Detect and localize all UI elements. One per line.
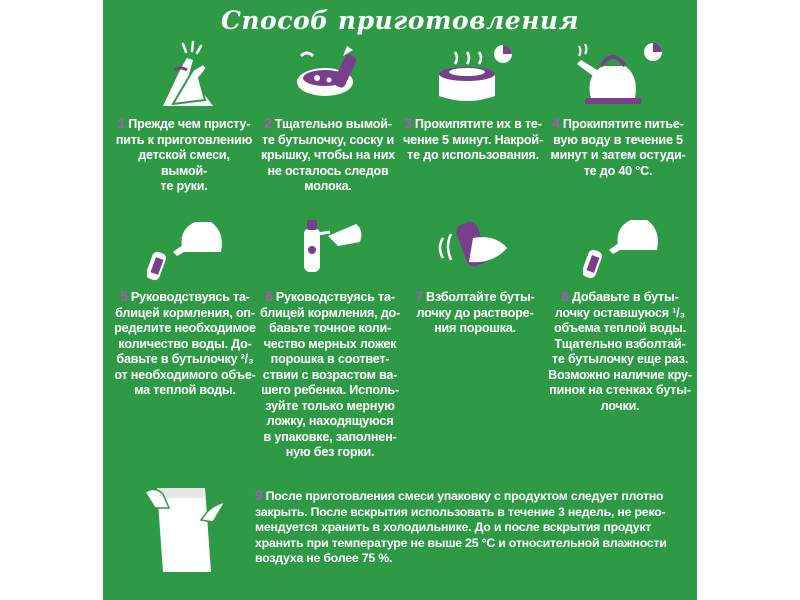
shaking-bottle-icon xyxy=(433,218,513,274)
step-6 xyxy=(257,289,403,461)
step-text: Руководствуясь та- блицей кормления, до- бавьте точное коли- чество мерных ложек порошка в соответ- ствии с возрастом ва- шего ребенка. Исполь- зуйте только мерную ложку, находящуюся в упаковке, заполнен- ную без горки. xyxy=(259,290,401,459)
step-number: 2 xyxy=(264,115,272,131)
package-closing-icon xyxy=(141,482,231,574)
step-number: 7 xyxy=(415,288,424,304)
bottle-washing-icon xyxy=(293,42,373,110)
hand-washing-icon xyxy=(153,40,223,112)
step-text: Добавьте в буты- лочку оставшуюся ¹/₃ объема теплой воды. Тщательно взболтай- те бутылочку еще раз. Возможно наличие кру- пинок на стенках буты- лочки. xyxy=(548,290,692,413)
step-text: Тщательно вымой- те бутылочку, соску и крышку, чтобы на них не осталось следов молока. xyxy=(260,117,396,193)
kettle-icon xyxy=(573,42,663,108)
step-text: Прокипятите их в те- чение 5 минут. Накрой- те до использования. xyxy=(403,117,543,162)
page-title: Способ приготовления xyxy=(220,6,580,35)
step-number: 5 xyxy=(120,288,128,304)
step-number: 3 xyxy=(404,115,412,131)
step-text: Взболтайте буты- лочку до растворе- ния порошка. xyxy=(416,290,535,335)
step-number: 1 xyxy=(117,115,126,131)
step-2 xyxy=(259,116,397,195)
step-9 xyxy=(255,488,695,567)
step-1 xyxy=(115,116,253,195)
step-number: 8 xyxy=(561,288,569,304)
kettle-pour-icon xyxy=(583,210,663,280)
measuring-spoon-icon xyxy=(298,214,368,274)
boiling-pot-icon xyxy=(433,44,513,108)
step-8 xyxy=(545,289,695,414)
step-text: Руководствуясь та- блицей кормления, оп- ределите необходимое количество воды. До- бавьте в бутылочку ²/₃ от необходимого объе- ма теплой воды. xyxy=(114,290,256,397)
step-text: Прокипятите питье- вую воду в течение 5 минут и затем остуди- те до 40 °С. xyxy=(550,117,686,178)
step-text: Прежде чем присту- пить к приготовлению детской смеси, вымой- те руки. xyxy=(115,117,253,193)
step-number: 6 xyxy=(265,288,273,304)
step-7 xyxy=(405,289,545,337)
step-number: 4 xyxy=(552,115,560,131)
step-4 xyxy=(547,116,689,179)
step-number: 9 xyxy=(255,487,263,503)
kettle-pour-icon xyxy=(147,212,227,282)
step-3 xyxy=(403,116,543,164)
instructions-panel xyxy=(103,0,697,600)
step-text: После приготовления смеси упаковку с продуктом следует плотно закрыть. После вскрытия использовать в течение 3 недель, не реко- мендуется хранить в холодильнике. До и после вскрытия продукт хранить при температуре не выше 25 °С и относительной влажности воздуха не более 75 %. xyxy=(255,489,667,565)
step-5 xyxy=(111,289,259,399)
